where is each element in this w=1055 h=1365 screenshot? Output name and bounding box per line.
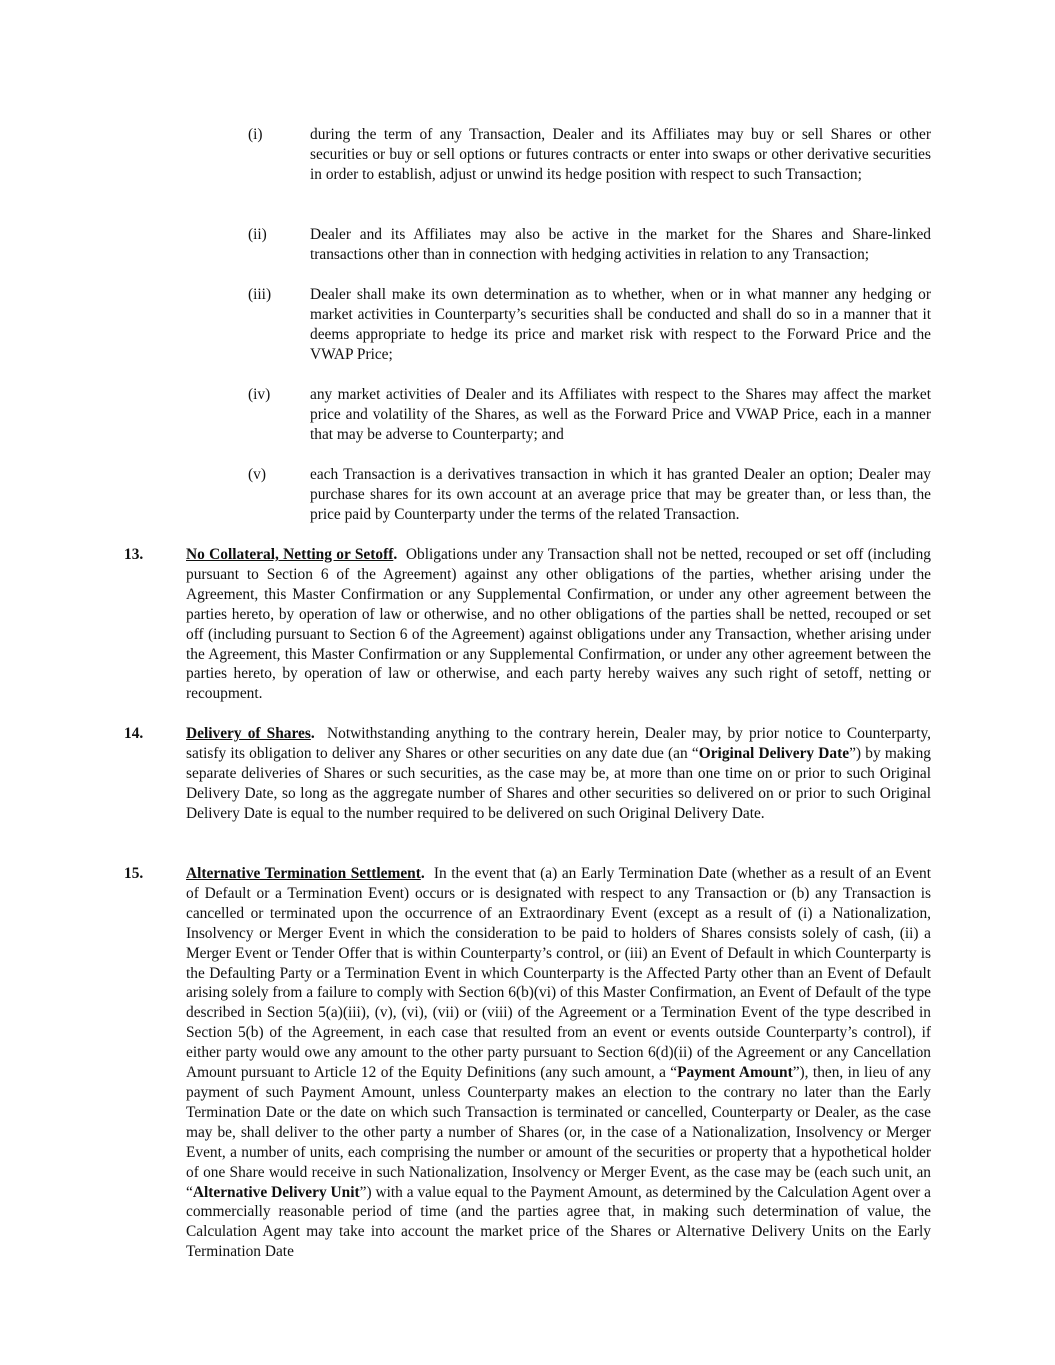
section-heading: Delivery of Shares	[186, 725, 311, 742]
list-item	[248, 285, 931, 365]
section-body: Alternative Termination Settlement. In the event that (a) an Early Termination Date (whether as a result of an Event of Default or a Termination Event) occurs or is designated with respect to any Transaction or (b) any Transaction is cancelled or terminated upon the occurrence of an Extraordinary Event (except as a result of (i) a Nationalization, Insolvency or Merger Event in which the consideration to be paid to holders of Shares consists solely of cash, (ii) a Merger Event or Tender Offer that is within Counterparty’s control, or (iii) an Event of Default in which Counterparty is the Defaulting Party or a Termination Event in which Counterparty is the Affected Party other than an Event of Default arising solely from a failure to comply with Section 6(b)(vi) of this Master Confirmation, an Event of Default of the type described in Section 5(a)(iii), (v), (vi), (vii) or (viii) of the Agreement or a Termination Event of the type described in Section 5(b) of the Agreement, in each case that resulted from an event or events outside Counterparty’s control), if either party would owe any amount to the other party pursuant to Section 6(d)(ii) of the Agreement or any Cancellation Amount pursuant to Article 12 of the Equity Definitions (any such amount, a “Payment Amount”), then, in lieu of any payment of such Payment Amount, unless Counterparty makes an election to the contrary no later than the Early Termination Date or the date on which such Transaction is terminated or cancelled, Counterparty or Dealer, as the case may be, shall deliver to the other party a number of Shares (or, in the case of a Nationalization, Insolvency or Merger Event, a number of units, each comprising the number or amount of the securities or property that a hypothetical holder of one Share would receive in such Nationalization, Insolvency or Merger Event, as the case may be (each such unit, an “Alternative Delivery Unit”) with a value equal to the Payment Amount, as determined by the Calculation Agent over a commercially reasonable period of time (and the parties agree that, in making such determination of value, the Calculation Agent may take into account the market price of the Shares or Alternative Delivery Units on the Early Termination Date	[186, 865, 931, 1261]
item-number: (ii)	[248, 226, 267, 243]
section-text: ”), then, in lieu of any payment of such Payment Amount, unless Counterparty makes an election to the contrary no later than the Early Termination Date or the date on which such Transaction is terminated or cancelled, Counterparty or Dealer, as the case may be, shall deliver to the other party a number of Shares (or, in the case of a Nationalization, Insolvency or Merger Event, a number of units, each comprising the number or amount of the securities or property that a hypothetical holder of one Share would receive in such Nationalization, Insolvency or Merger Event, as the case may be (each such unit, an “	[186, 1064, 931, 1201]
section-14	[124, 724, 931, 824]
section-number: 14.	[124, 725, 144, 742]
section-text: Notwithstanding anything to the contrary herein, Dealer may, by prior notice to Counterparty, satisfy its obligation to deliver any Shares or other securities on any date due (an “	[186, 725, 931, 762]
section-heading: Alternative Termination Settlement	[186, 865, 421, 882]
list-item	[248, 225, 931, 265]
section-body: Delivery of Shares. Notwithstanding anything to the contrary herein, Dealer may, by prior notice to Counterparty, satisfy its obligation to deliver any Shares or other securities on any date due (an “Original Delivery Date”) by making separate deliveries of Shares or such securities, as the case may be, at more than one time on or prior to such Original Delivery Date, so long as the aggregate number of Shares and other securities so delivered on or prior to such Original Delivery Date is equal to the number required to be delivered on such Original Delivery Date.	[186, 725, 932, 822]
section-text: Obligations under any Transaction shall not be netted, recouped or set off (including pursuant to Section 6 of the Agreement) against any other obligations of the parties, whether arising under the Agreement, this Master Confirmation or any Supplemental Confirmation, or under any other agreement between the parties hereto, by operation of law or otherwise, and no other obligations of the parties shall be netted, recouped or set off (including pursuant to Section 6 of the Agreement) against obligations under any Transaction, whether arising under the Agreement, this Master Confirmation or any Supplemental Confirmation, or under any other agreement between the parties hereto, by operation of law or otherwise, and each party hereby waives any such right of setoff, netting or recoupment.	[186, 546, 932, 703]
section-number: 13.	[124, 546, 144, 563]
list-item	[248, 125, 931, 185]
defined-term: Alternative Delivery Unit	[192, 1183, 360, 1201]
section-text: In the event that (a) an Early Termination Date (whether as a result of an Event of Default or a Termination Event) occurs or is designated with respect to any Transaction or (b) any Transaction is cancelled or terminated upon the occurrence of an Extraordinary Event (except as a result of (i) a Nationalization, Insolvency or Merger Event in which the consideration to be paid to holders of Shares consists solely of cash, (ii) a Merger Event or Tender Offer that is within Counterparty’s control, or (iii) an Event of Default in which Counterparty is the Defaulting Party or a Termination Event in which Counterparty is the Affected Party other than an Event of Default arising solely from a failure to comply with Section 6(b)(vi) of this Master Confirmation, an Event of Default of the type described in Section 5(a)(iii), (v), (vi), (vii) or (viii) of the Agreement or a Termination Event of the type described in Section 5(b) of the Agreement, in each case that resulted from an event or events outside Counterparty’s control), if either party would owe any amount to the other party pursuant to Section 6(d)(ii) of the Agreement or any Cancellation Amount pursuant to Article 12 of the Equity Definitions (any such amount, a “	[186, 865, 931, 1082]
item-number: (v)	[248, 466, 266, 483]
item-text: Dealer and its Affiliates may also be active in the market for the Shares and Share-linked transactions other than in connection with hedging activities in relation to any Transaction;	[310, 226, 931, 263]
item-text: Dealer shall make its own determination as to whether, when or in what manner any hedging or market activities in Counterparty’s securities shall be conducted and shall do so in a manner that it deems appropriate to hedge its price and market risk with respect to the Forward Price and the VWAP Price;	[310, 286, 931, 363]
item-text: during the term of any Transaction, Dealer and its Affiliates may buy or sell Shares or other securities or buy or sell options or futures contracts or enter into swaps or other derivative securities in order to establish, adjust or unwind its hedge position with respect to such Transaction;	[310, 126, 931, 183]
item-text: each Transaction is a derivatives transaction in which it has granted Dealer an option; Dealer may purchase shares for its own account at an average price that may be greater than, or less than, the price paid by Counterparty under the terms of the related Transaction.	[310, 466, 931, 523]
item-number: (i)	[248, 126, 263, 143]
section-text: ”) with a value equal to the Payment Amount, as determined by the Calculation Agent over a commercially reasonable period of time (and the parties agree that, in making such determination of value, the Calculation Agent may take into account the market price of the Shares or Alternative Delivery Units on the Early Termination Date	[186, 1183, 931, 1261]
section-body: No Collateral, Netting or Setoff. Obligations under any Transaction shall not be netted, recouped or set off (including pursuant to Section 6 of the Agreement) against any other obligations of the parties, whether arising under the Agreement, this Master Confirmation or any Supplemental Confirmation, or under any other agreement between the parties hereto, by operation of law or otherwise, and no other obligations of the parties shall be netted, recouped or set off (including pursuant to Section 6 of the Agreement) against obligations under any Transaction, whether arising under the Agreement, this Master Confirmation or any Supplemental Confirmation, or under any other agreement between the parties hereto, by operation of law or otherwise, and each party hereby waives any such right of setoff, netting or recoupment.	[186, 546, 932, 703]
section-15	[124, 864, 931, 1262]
item-number: (iv)	[248, 386, 271, 403]
section-text: ”) by making separate deliveries of Shares or such securities, as the case may be, at more than one time on or prior to such Original Delivery Date, so long as the aggregate number of Shares and other securities so delivered on or prior to such Original Delivery Date is equal to the number required to be delivered on such Original Delivery Date.	[186, 744, 932, 822]
section-heading: No Collateral, Netting or Setoff	[186, 546, 394, 563]
section-number: 15.	[124, 865, 144, 882]
section-13	[124, 545, 931, 704]
list-item	[248, 385, 931, 445]
item-number: (iii)	[248, 286, 272, 303]
list-item	[248, 465, 931, 525]
defined-term: Original Delivery Date	[698, 744, 850, 762]
item-text: any market activities of Dealer and its Affiliates with respect to the Shares may affect the market price and volatility of the Shares, as well as the Forward Price and VWAP Price, each in a manner that may be adverse to Counterparty; and	[310, 386, 931, 443]
defined-term: Payment Amount	[677, 1064, 793, 1082]
